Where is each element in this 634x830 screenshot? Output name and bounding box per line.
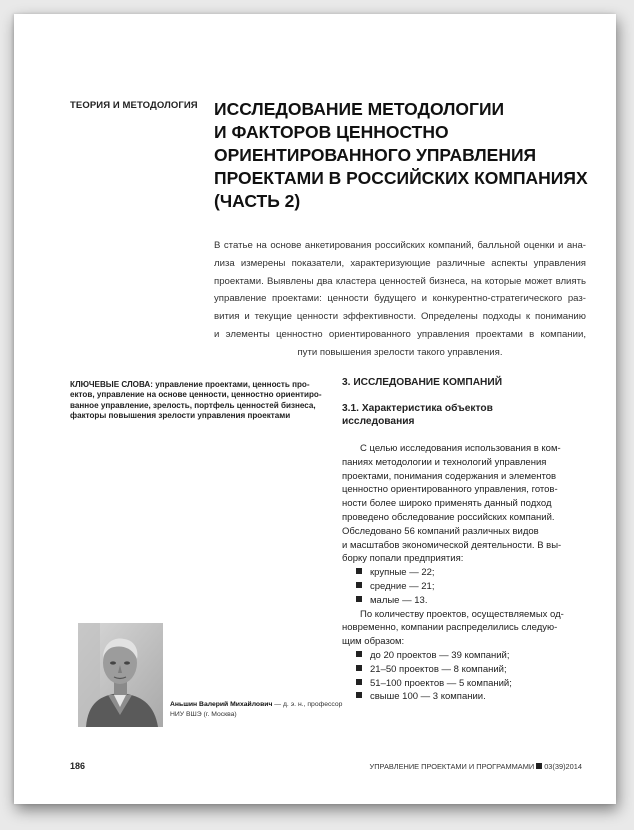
list-item-text: средние — 21; [370,580,435,592]
bullet-square-icon [356,651,362,657]
abstract-line: В статье на основе анкетирования российских компаний, балльной оценки и ана- [214,240,586,251]
author-affiliation: НИУ ВШЭ (г. Москва) [170,710,237,718]
list-item [342,649,592,663]
keywords-line: КЛЮЧЕВЫЕ СЛОВА: управление проектами, ценность про- [70,380,310,389]
keywords-line: ванное управление, зрелость, портфель ценностей бизнеса, [70,400,316,410]
subheading-line: исследования [342,416,415,427]
paragraph-line: щим образом: [342,636,405,648]
list-item-text: свыше 100 — 3 компании. [370,691,486,703]
abstract [214,237,586,362]
abstract-line: проектами. Выявлены два кластера ценностей бизнеса, на которые может влиять [214,275,586,287]
list-item [342,690,592,704]
bullet-square-icon [356,596,362,602]
bullet-square-icon [356,582,362,588]
body-column [342,377,592,704]
list-item [342,677,592,691]
title-line: И ФАКТОРОВ ЦЕННОСТНО [214,122,449,142]
keywords-line: факторы повышения зрелости управления проектами [70,411,291,421]
bullet-square-icon [356,665,362,671]
bullet-square-icon [356,568,362,574]
body-text [342,442,592,704]
list-item-text: крупные — 22; [370,567,435,579]
journal-footer [370,762,583,771]
paragraph-line: По количеству проектов, осуществляемых од- [360,608,564,620]
author-photo [78,623,163,727]
list-item-text: до 20 проектов — 39 компаний; [370,649,510,661]
list-item-text: 51–100 проектов — 5 компаний; [370,677,512,689]
separator-square-icon [536,763,542,769]
abstract-line: управление проектами: ценности будущего и конкурентно-стратегического раз- [214,293,586,305]
author-name: Аньшин Валерий Михайлович [170,701,273,708]
journal-issue: 03(39)2014 [544,762,582,771]
author-caption [170,700,342,719]
paragraph-line: новременно, компании распределились следую- [342,622,558,634]
paragraph-line: С целью исследования использования в ком- [360,443,561,454]
abstract-line: и элементы ценностно ориентированного управления проектами в компании, [214,328,586,340]
abstract-line: пути повышения зрелости такого управления. [297,346,503,358]
bullet-square-icon [356,679,362,685]
abstract-line: лиза измерены показатели, характеризующие различные аспекты управления [214,257,586,269]
list-item [342,594,592,608]
paragraph-line: ности более широко применять данный подход [342,498,552,510]
abstract-line: вития и текущие ценности эффективности. Определены подходы к пониманию [214,311,586,323]
list-item [342,580,592,594]
keywords-line: ектов, управление на основе ценности, ценностно ориентиро- [70,390,322,400]
list-item [342,566,592,580]
bullet-square-icon [356,692,362,698]
magazine-page [14,14,616,804]
section-heading: 3. ИССЛЕДОВАНИЕ КОМПАНИЙ [342,377,503,388]
list-item-text: малые — 13. [370,594,428,606]
list-item-text: 21–50 проектов — 8 компаний; [370,663,507,675]
paragraph-line: проектами, понимания содержания и элементов [342,470,557,482]
title-line: ПРОЕКТАМИ В РОССИЙСКИХ КОМПАНИЯХ [214,168,588,188]
author-portrait-image [78,623,163,727]
paragraph-line: и масштабов экономической деятельности. В вы- [342,539,562,551]
paragraph-line: борку попали предприятия: [342,553,464,565]
list-item [342,663,592,677]
article-title [214,98,588,213]
keywords [70,380,332,422]
title-line: ИССЛЕДОВАНИЕ МЕТОДОЛОГИИ [214,99,505,119]
section-label: ТЕОРИЯ И МЕТОДОЛОГИЯ [70,100,198,111]
subsection-heading [342,402,592,428]
paragraph-line: проведено обследование российских компаний. [342,511,555,523]
author-degree: — д. э. н., профессор [272,701,343,708]
subheading-line: 3.1. Характеристика объектов [342,403,493,414]
title-line: (ЧАСТЬ 2) [214,191,301,211]
journal-name: УПРАВЛЕНИЕ ПРОЕКТАМИ И ПРОГРАММАМИ [369,762,535,771]
paragraph-line: ценностно ориентированного управления, готов- [342,484,558,496]
paragraph-line: Обследовано 56 компаний различных видов [342,525,539,537]
page-number: 186 [70,761,86,771]
paragraph-line: паниях методологии и технологий управления [342,456,547,468]
title-line: ОРИЕНТИРОВАННОГО УПРАВЛЕНИЯ [214,145,537,165]
author-line [170,700,342,710]
